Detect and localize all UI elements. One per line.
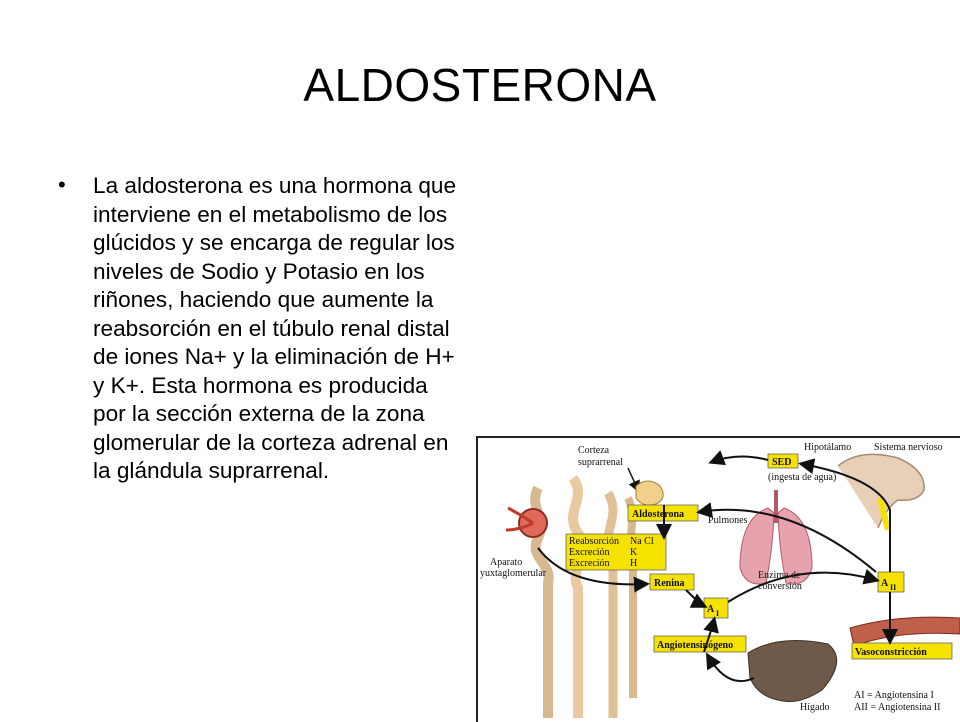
label-exc1-1: Excreción: [569, 547, 610, 558]
bullet-icon: •: [58, 172, 66, 197]
blood-vessel-icon: [850, 617, 960, 646]
label-aii-sub: II: [890, 583, 897, 592]
bullet-text: La aldosterona es una hormona que interviene en el metabolismo de los glúcidos y se encarga de regular los niveles de Sodio y Potasio en los riñones, haciendo que aumente la reabsorción en el túbulo renal distal de iones Na+ y la eliminación de H+ y K+. Esta hormona es producida por la sección externa de la zona glomerular de la corteza adrenal en la glándula suprarrenal.: [93, 173, 457, 483]
label-exc2-1: Excreción: [569, 558, 610, 569]
renin-angiotensin-diagram: [476, 436, 960, 722]
label-exc2-2: H: [630, 558, 638, 569]
label-sed: SED: [772, 457, 792, 468]
label-corteza-1: Corteza: [578, 445, 610, 456]
label-aparato-1: Aparato: [490, 557, 523, 568]
adrenal-gland-icon: [636, 481, 663, 505]
label-reab-1: Reabsorción: [569, 536, 619, 547]
label-angiotensinogeno: Angiotensinógeno: [657, 640, 734, 651]
diagram-svg: [478, 438, 960, 722]
label-enzima-1: Enzima de: [758, 570, 801, 581]
label-exc1-2: K: [630, 547, 638, 558]
label-corteza-2: suprarrenal: [578, 457, 623, 468]
label-pulmones: Pulmones: [708, 515, 748, 526]
label-vasoconstriccion: Vasoconstricción: [855, 647, 927, 658]
label-hipotalamo: Hipotálamo: [804, 442, 852, 453]
label-ingesta: (ingesta de agua): [768, 472, 837, 483]
legend-aii: AII = Angiotensina II: [854, 702, 941, 713]
legend-ai: AI = Angiotensina I: [854, 690, 934, 701]
label-enzima-2: conversión: [758, 581, 802, 592]
label-ai-sub: I: [716, 609, 720, 618]
slide-title: ALDOSTERONA: [303, 59, 657, 111]
label-higado: Hígado: [800, 702, 830, 713]
brain-icon: [838, 454, 924, 528]
nephron-illustration: [506, 478, 633, 718]
label-aldosterona: Aldosterona: [632, 509, 685, 520]
label-reab-2: Na Cl: [630, 536, 654, 547]
label-aparato-2: yuxtaglomerular: [480, 568, 547, 579]
label-aii-main: A: [881, 578, 889, 589]
label-renina: Renina: [654, 578, 685, 589]
label-sistema-nervioso: Sistema nervioso: [874, 442, 943, 453]
liver-icon: [748, 641, 837, 702]
label-ai-main: A: [707, 604, 715, 615]
bullet-list: [58, 172, 458, 486]
